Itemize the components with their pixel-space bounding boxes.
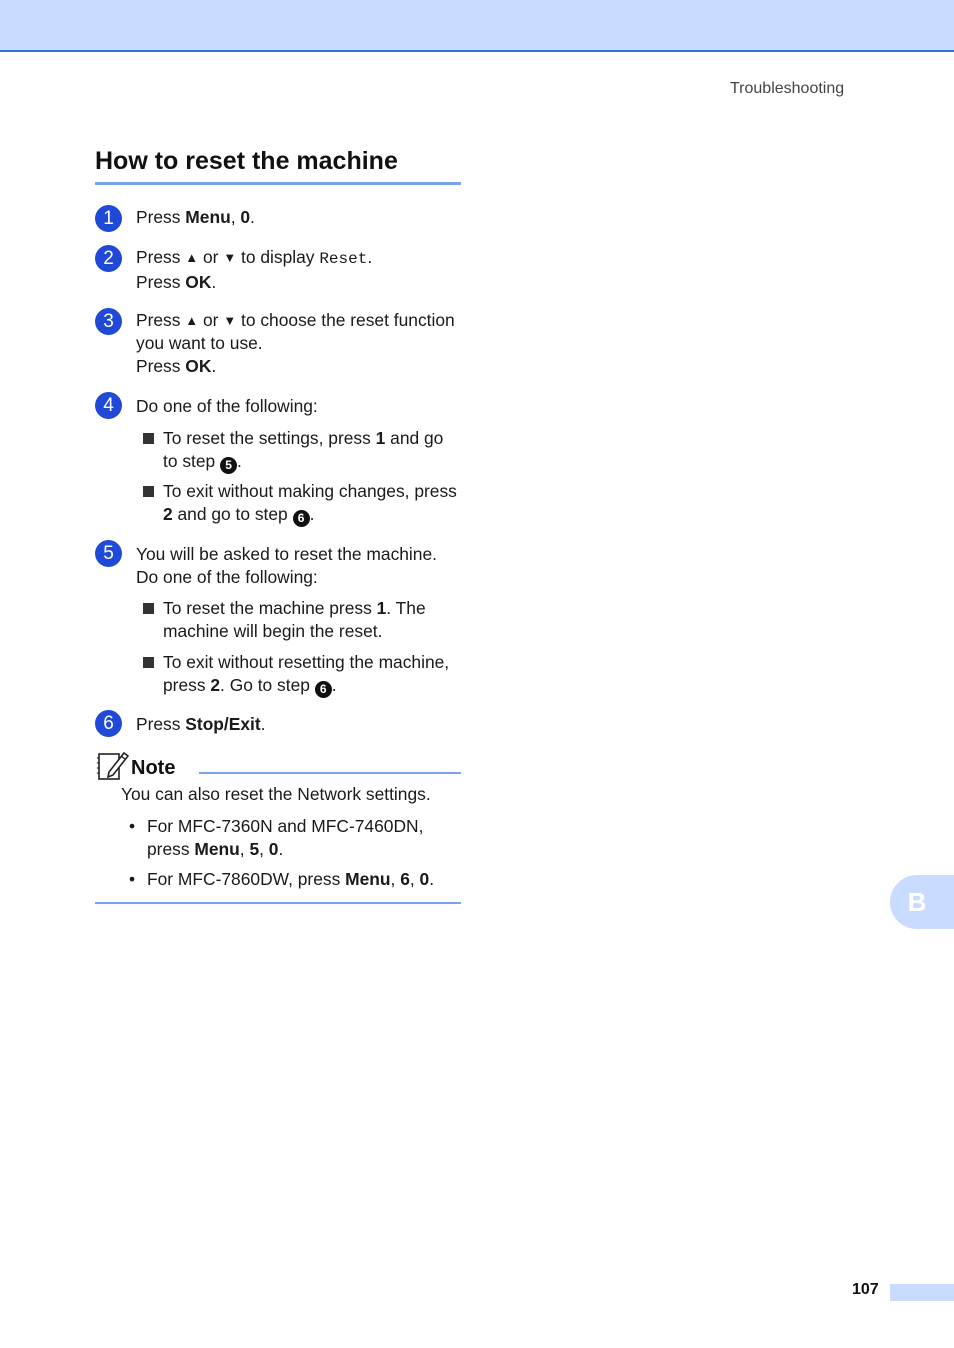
up-arrow-icon: ▲ <box>185 250 199 265</box>
chapter-tab <box>890 875 954 929</box>
running-header: Troubleshooting <box>730 80 845 97</box>
list-item: To exit without making changes, press 2 and go to step 6 . <box>143 480 461 527</box>
note-bottom-rule <box>95 902 461 904</box>
down-arrow-icon: ▼ <box>223 313 237 328</box>
square-bullet-icon <box>143 603 154 614</box>
step-2-text: Press ▲ or ▼ to display Reset. Press OK. <box>136 247 373 292</box>
step-3-text: Press ▲ or ▼ to choose the reset function you want to use. Press OK. <box>136 310 455 376</box>
header-band <box>0 0 954 52</box>
note-title: Note <box>131 757 176 779</box>
list-item: To reset the machine press 1. The machine will begin the reset. <box>143 597 461 642</box>
page-number: 107 <box>852 1281 879 1298</box>
note-text: You can also reset the Network settings. <box>121 784 431 804</box>
list-item: • For MFC-7360N and MFC-7460DN, press Menu, 5, 0. <box>129 816 424 859</box>
list-item: To reset the settings, press 1 and go to step 5 . <box>143 427 461 474</box>
step-ref-6-icon: 6 <box>315 681 332 698</box>
step-number-2-icon: 2 <box>95 245 122 272</box>
down-arrow-icon: ▼ <box>223 250 237 265</box>
square-bullet-icon <box>143 486 154 497</box>
note-top-rule <box>199 772 461 774</box>
step-number-5-icon: 5 <box>95 540 122 567</box>
step-number-3-icon: 3 <box>95 308 122 335</box>
lcd-text: Reset <box>319 250 368 268</box>
step-ref-6-icon: 6 <box>293 510 310 527</box>
step-number-4-icon: 4 <box>95 392 122 419</box>
square-bullet-icon <box>143 657 154 668</box>
list-item: To exit without resetting the machine, press 2. Go to step 6 . <box>143 651 461 698</box>
bullet-icon: • <box>129 869 136 889</box>
chapter-tab-label: B <box>907 887 927 917</box>
step-4-text: Do one of the following: <box>136 396 318 416</box>
bullet-icon: • <box>129 816 136 836</box>
page-title: How to reset the machine <box>95 146 461 185</box>
step-6-text: Press Stop/Exit. <box>136 714 266 734</box>
step-number-6-icon: 6 <box>95 710 122 737</box>
footer-bar <box>890 1284 954 1301</box>
step-5-text: You will be asked to reset the machine. Do one of the following: <box>136 544 437 587</box>
step-1-text: Press Menu, 0. <box>136 207 255 227</box>
up-arrow-icon: ▲ <box>185 313 199 328</box>
square-bullet-icon <box>143 433 154 444</box>
list-item: • For MFC-7860DW, press Menu, 6, 0. <box>129 869 435 889</box>
note-pencil-icon <box>97 750 129 782</box>
step-ref-5-icon: 5 <box>220 457 237 474</box>
step-number-1-icon: 1 <box>95 205 122 232</box>
